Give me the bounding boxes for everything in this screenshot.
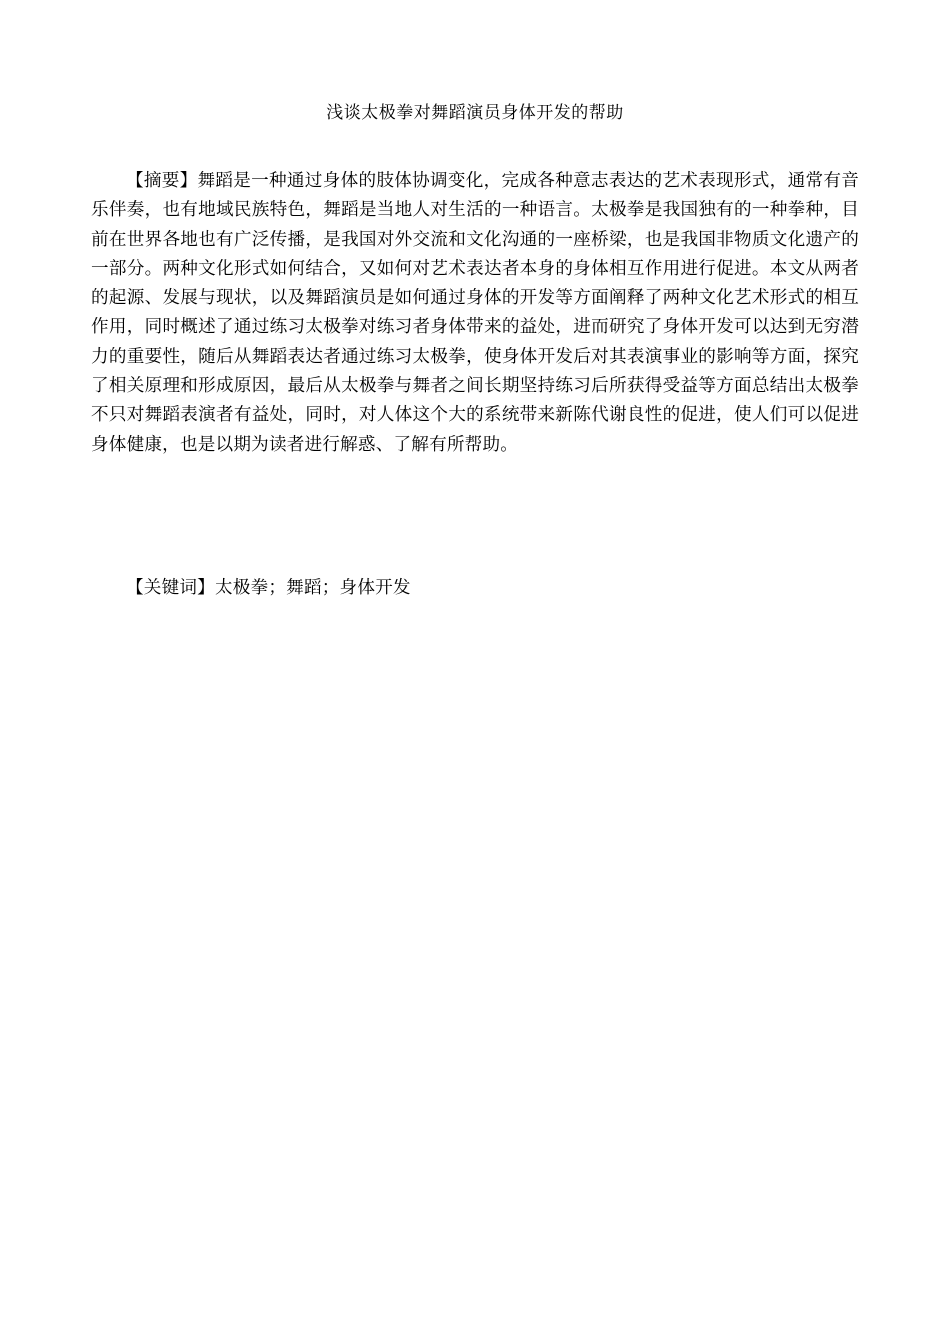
abstract-text: 舞蹈是一种通过身体的肢体协调变化，完成各种意志表达的艺术表现形式，通常有音乐伴奏，也有地域民族特色，舞蹈是当地人对生活的一种语言。太极拳是我国独有的一种拳种，目前在世界各地也有广泛传播，是我国对外交流和文化沟通的一座桥梁，也是我国非物质文化遗产的一部分。两种文化形式如何结合，又如何对艺术表达者本身的身体相互作用进行促进。本文从两者的起源、发展与现状，以及舞蹈演员是如何通过身体的开发等方面阐释了两种文化艺术形式的相互作用，同时概述了通过练习太极拳对练习者身体带来的益处，进而研究了身体开发可以达到无穷潜力的重要性，随后从舞蹈表达者通过练习太极拳，使身体开发后对其表演事业的影响等方面，探究了相关原理和形成原因，最后从太极拳与舞者之间长期坚持练习后所获得受益等方面总结出太极拳不只对舞蹈表演者有益处，同时，对人体这个大的系统带来新陈代谢良性的促进，使人们可以促进身体健康，也是以期为读者进行解惑、了解有所帮助。 bbox=[91, 171, 859, 455]
keywords-label: 【关键词】 bbox=[126, 578, 215, 598]
document-title: 浅谈太极拳对舞蹈演员身体开发的帮助 bbox=[326, 103, 624, 123]
abstract-label: 【摘要】 bbox=[126, 171, 198, 191]
keywords-paragraph bbox=[126, 574, 859, 603]
abstract-paragraph bbox=[91, 167, 859, 460]
keywords-text: 太极拳；舞蹈；身体开发 bbox=[214, 578, 411, 598]
